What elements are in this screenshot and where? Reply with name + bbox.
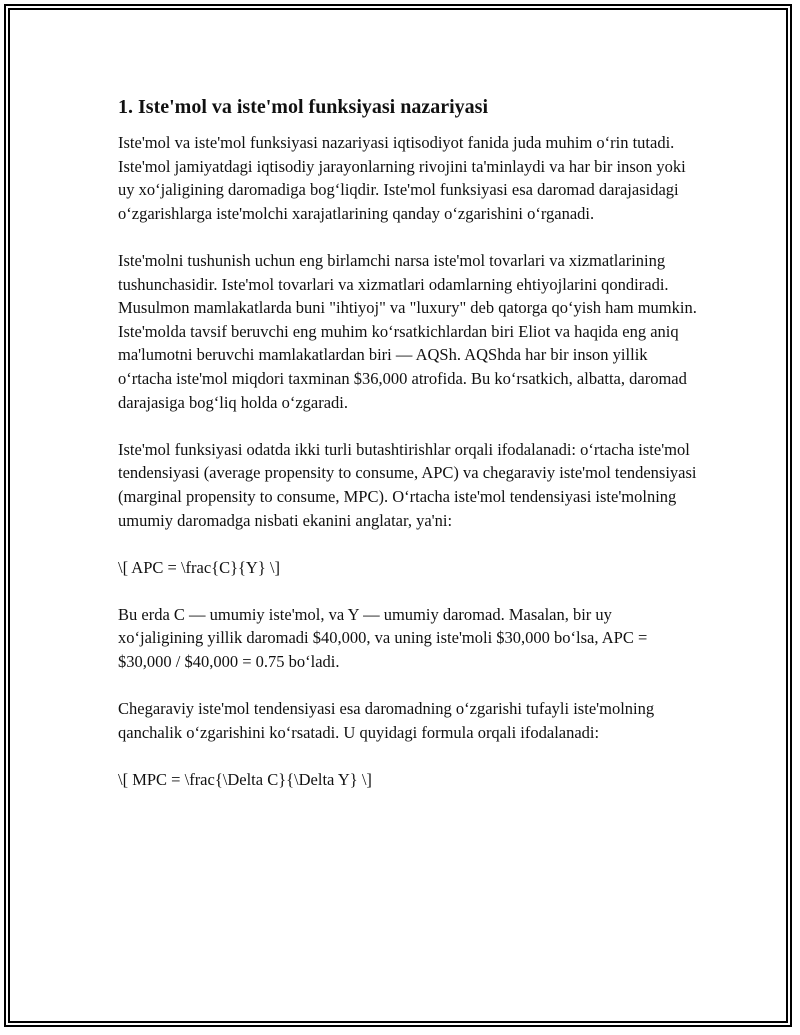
paragraph-consumption-function: Iste'mol funksiyasi odatda ikki turli butashtirishlar orqali ifodalanadi: o‘rtacha iste'mol tendensiyasi (average propensity to consume, APC) va chegaraviy iste'mol tendensiyasi (marginal propensity to consume, MPC). O‘rtacha iste'mol tendensiyasi iste'molning umumiy daromadga nisbati ekanini anglatar, ya'ni: [118, 439, 697, 530]
formula-apc: \[ APC = \frac{C}{Y} \] [118, 557, 280, 577]
paragraph-consumption-goods: Iste'molni tushunish uchun eng birlamchi narsa iste'mol tovarlari va xizmatlarining tushunchasidir. Iste'mol tovarlari va xizmatlari odamlarning ehtiyojlarini qondiradi. Musulmon mamlakatlarda buni "ihtiyoj" va "luxury" deb qatorga qo‘yish ham mumkin. Iste'molda tavsif beruvchi eng muhim ko‘rsatkichlardan biri Eliot va haqida eng aniq ma'lumotni beruvchi mamlakatlardan biri — AQSh. AQShda har bir inson yillik o‘rtacha iste'mol miqdori taxminan $36,000 atrofida. Bu ko‘rsatkich, albatta, daromad darajasiga bog‘liq holda o‘zgaradi. [118, 250, 697, 412]
document-body [118, 95, 698, 815]
formula-mpc: \[ MPC = \frac{\Delta C}{\Delta Y} \] [118, 770, 372, 790]
paragraph-intro: Iste'mol va iste'mol funksiyasi nazariyasi iqtisodiyot fanida juda muhim o‘rin tutadi. Iste'mol jamiyatdagi iqtisodiy jarayonlarning rivojini ta'minlaydi va har bir inson yoki uy xo‘jaligining daromadiga bog‘liqdir. Iste'mol funksiyasi esa daromad darajasidagi o‘zgarishlarga iste'molchi xarajatlarining qanday o‘zgarishini o‘rganadi. [118, 133, 686, 223]
section-heading: 1. Iste'mol va iste'mol funksiyasi nazariyasi [118, 96, 489, 118]
paragraph-mpc: Chegaraviy iste'mol tendensiyasi esa daromadning o‘zgarishi tufayli iste'molning qanchalik o‘zgarishini ko‘rsatadi. U quyidagi formula orqali ifodalanadi: [118, 699, 655, 742]
paragraph-apc-example: Bu erda C — umumiy iste'mol, va Y — umumiy daromad. Masalan, bir uy xo‘jaligining yillik daromadi $40,000, va uning iste'moli $30,000 bo‘lsa, APC = $30,000 / $40,000 = 0.75 bo‘ladi. [118, 604, 648, 672]
